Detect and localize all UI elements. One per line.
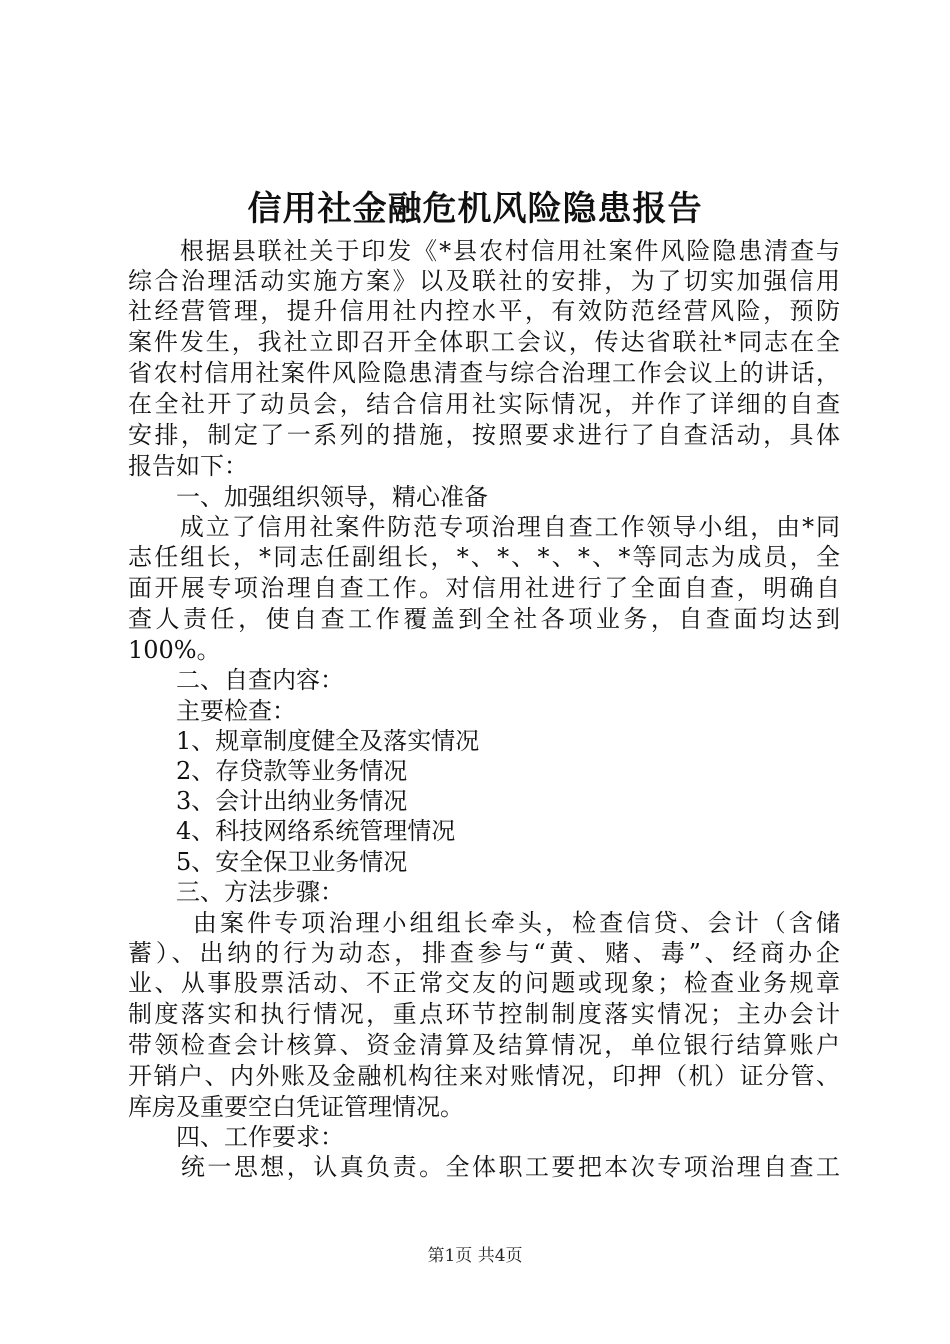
body-line: 安排，制定了一系列的措施，按照要求进行了自查活动，具体 bbox=[128, 421, 840, 449]
section-heading: 四、工作要求： bbox=[128, 1123, 344, 1151]
list-item: 2、存贷款等业务情况 bbox=[128, 757, 408, 785]
document-title: 信用社金融危机风险隐患报告 bbox=[247, 189, 703, 229]
list-item: 5、安全保卫业务情况 bbox=[128, 848, 408, 876]
body-line: 志任组长，*同志任副组长，*、*、*、*、*等同志为成员，全 bbox=[128, 543, 840, 571]
body-line: 综合治理活动实施方案》以及联社的安排，为了切实加强信用 bbox=[128, 267, 840, 295]
body-line: 制度落实和执行情况，重点环节控制制度落实情况；主办会计 bbox=[128, 1000, 840, 1028]
page-number-footer: 第1页 共4页 bbox=[427, 1246, 523, 1266]
body-line: 在全社开了动员会，结合信用社实际情况，并作了详细的自查 bbox=[128, 390, 840, 418]
body-line: 统一思想，认真负责。全体职工要把本次专项治理自查工 bbox=[128, 1153, 840, 1181]
body-line: 业、从事股票活动、不正常交友的问题或现象；检查业务规章 bbox=[128, 969, 840, 997]
body-line: 案件发生，我社立即召开全体职工会议，传达省联社*同志在全 bbox=[128, 328, 840, 356]
section-heading: 二、自查内容： bbox=[128, 666, 344, 694]
body-line: 报告如下： bbox=[128, 452, 248, 480]
list-item: 1、规章制度健全及落实情况 bbox=[128, 727, 480, 755]
body-line: 社经营管理，提升信用社内控水平，有效防范经营风险，预防 bbox=[128, 297, 840, 325]
body-line: 100%。 bbox=[128, 636, 221, 664]
body-line: 查人责任，使自查工作覆盖到全社各项业务，自查面均达到 bbox=[128, 605, 840, 633]
list-item: 3、会计出纳业务情况 bbox=[128, 787, 408, 815]
body-line: 库房及重要空白凭证管理情况。 bbox=[128, 1093, 464, 1121]
body-line: 省农村信用社案件风险隐患清查与综合治理工作会议上的讲话， bbox=[128, 359, 840, 387]
list-item: 4、科技网络系统管理情况 bbox=[128, 817, 456, 845]
body-line: 主要检查： bbox=[128, 697, 296, 725]
section-heading: 一、加强组织领导，精心准备 bbox=[128, 483, 488, 511]
body-line: 面开展专项治理自查工作。对信用社进行了全面自查，明确自 bbox=[128, 574, 840, 602]
section-heading: 三、方法步骤： bbox=[128, 878, 344, 906]
body-line: 开销户、内外账及金融机构往来对账情况，印押（机）证分管、 bbox=[128, 1062, 840, 1090]
body-line: 带领检查会计核算、资金清算及结算情况，单位银行结算账户 bbox=[128, 1031, 840, 1059]
body-line: 蓄）、出纳的行为动态，排查参与“黄、赌、毒”、经商办企 bbox=[128, 939, 840, 967]
body-line: 成立了信用社案件防范专项治理自查工作领导小组，由*同 bbox=[128, 513, 840, 541]
body-line: 根据县联社关于印发《*县农村信用社案件风险隐患清查与 bbox=[128, 237, 840, 265]
body-line: 由案件专项治理小组组长牵头，检查信贷、会计（含储 bbox=[128, 909, 840, 937]
